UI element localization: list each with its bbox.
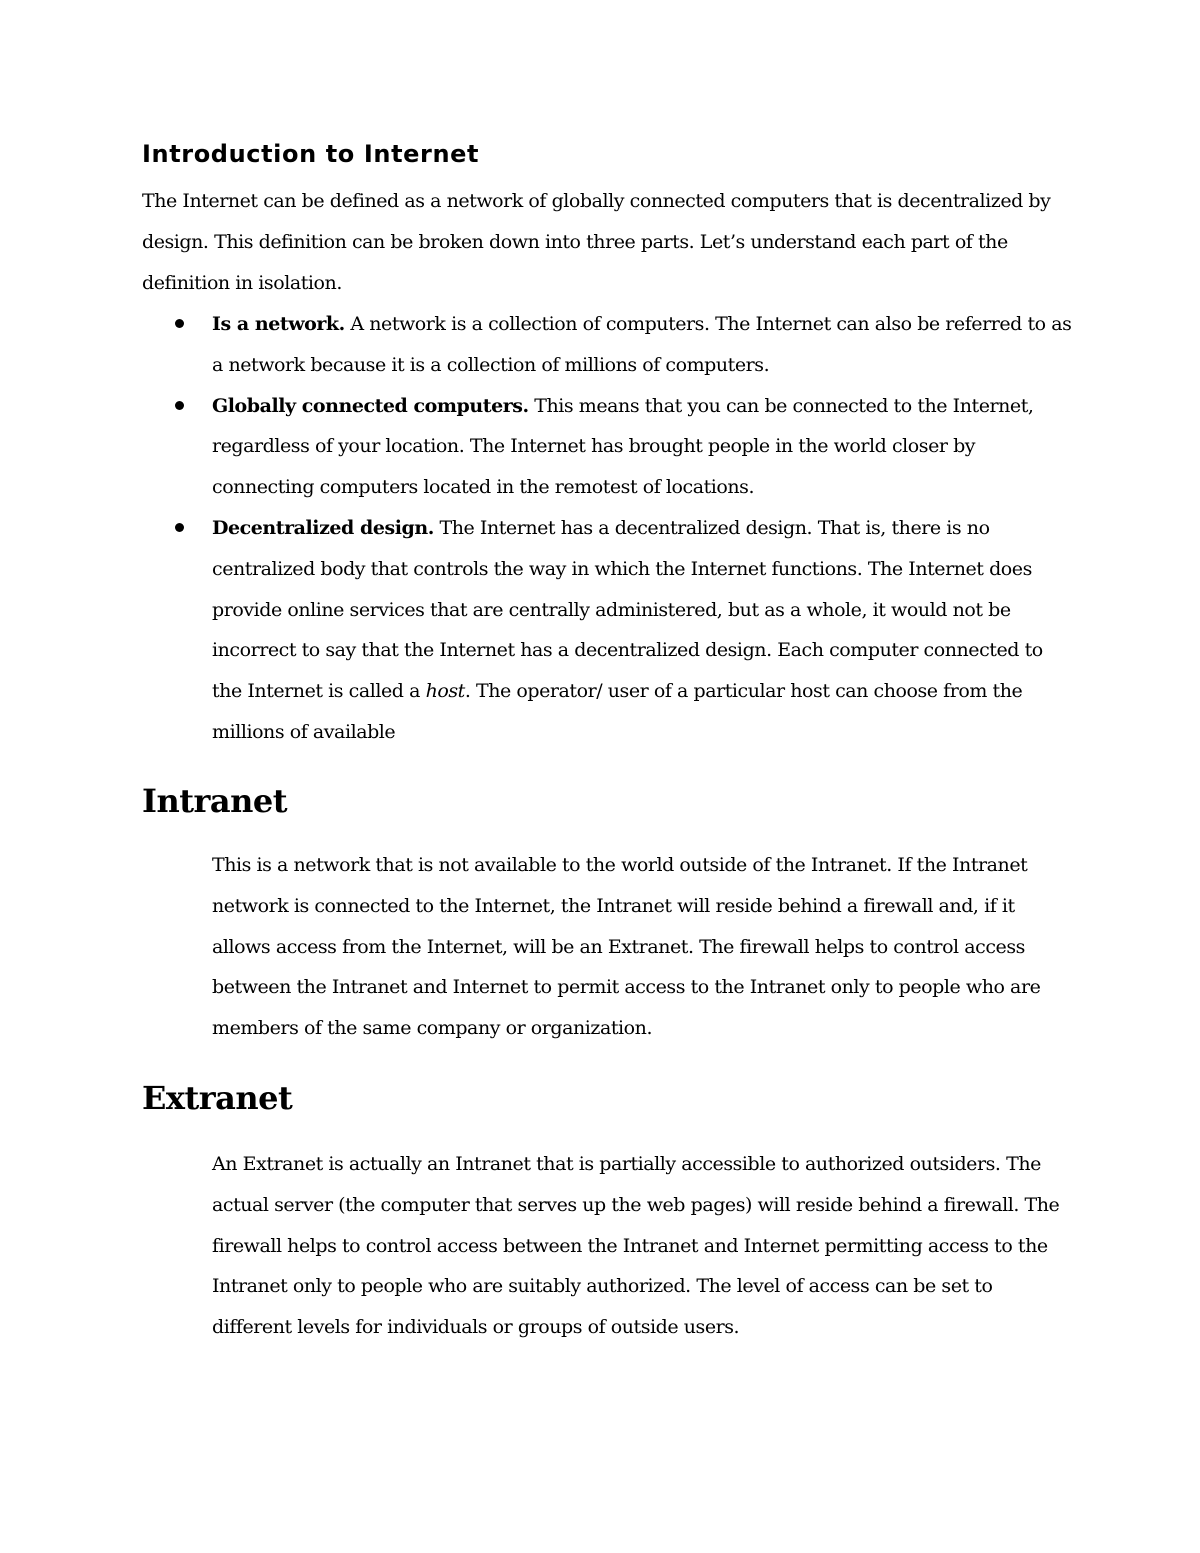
bullet-text: A network is a collection of computers. The Internet can also be referred to as a network because it is a collection of millions of computers. [212,313,1072,376]
intranet-paragraph: This is a network that is not available to the world outside of the Intranet. If the Intranet network is connected to the Internet, the Intranet will reside behind a firewall and, if it allows access from the Internet, will be an Extranet. The firewall helps to control access between the Intranet and Internet to permit access to the Intranet only to people who are members of the same company or organization. [212,854,1041,1040]
extranet-heading: Extranet [142,1079,293,1117]
bullet-italic-term: host [425,680,465,703]
bullet-dot-icon [175,401,184,410]
bullet-item-global [142,386,1077,508]
extranet-paragraph: An Extranet is actually an Intranet that is partially accessible to authorized outsiders. The actual server (the computer that serves up the web pages) will reside behind a firewall. The firewall helps to control access between the Intranet and Internet permitting access to the Intranet only to people who are suitably authorized. The level of access can be set to different levels for individuals or groups of outside users. [212,1153,1060,1339]
bullet-term: Globally connected computers. [212,394,529,417]
bullet-text-after: . The operator/ user of a particular host can choose from the millions of available [212,680,1023,743]
intro-heading: Introduction to Internet [142,140,480,168]
definition-bullet-list [142,304,1077,753]
bullet-item-decentralized [142,508,1077,753]
bullet-term: Is a network. [212,313,345,335]
bullet-item-network [142,304,1077,386]
bullet-dot-icon [175,523,184,532]
bullet-dot-icon [175,319,184,328]
intranet-heading: Intranet [142,782,288,820]
intro-paragraph: The Internet can be defined as a network of globally connected computers that is decentralized by design. This definition can be broken down into three parts. Let’s understand each part of the definition in isolation. [142,190,1051,294]
bullet-term: Decentralized design. [212,516,434,539]
bullet-text: This means that you can be connected to the Internet, regardless of your location. The Internet has brought people in the world closer by connecting computers located in the remotest of locations. [212,394,1034,499]
bullet-text: The Internet has a decentralized design. That is, there is no centralized body that controls the way in which the Internet functions. The Internet does provide online services that are centrally administered, but as a whole, it would not be incorrect to say that the Internet has a decentralized design. Each computer connected to the Internet is called a [212,516,1043,703]
